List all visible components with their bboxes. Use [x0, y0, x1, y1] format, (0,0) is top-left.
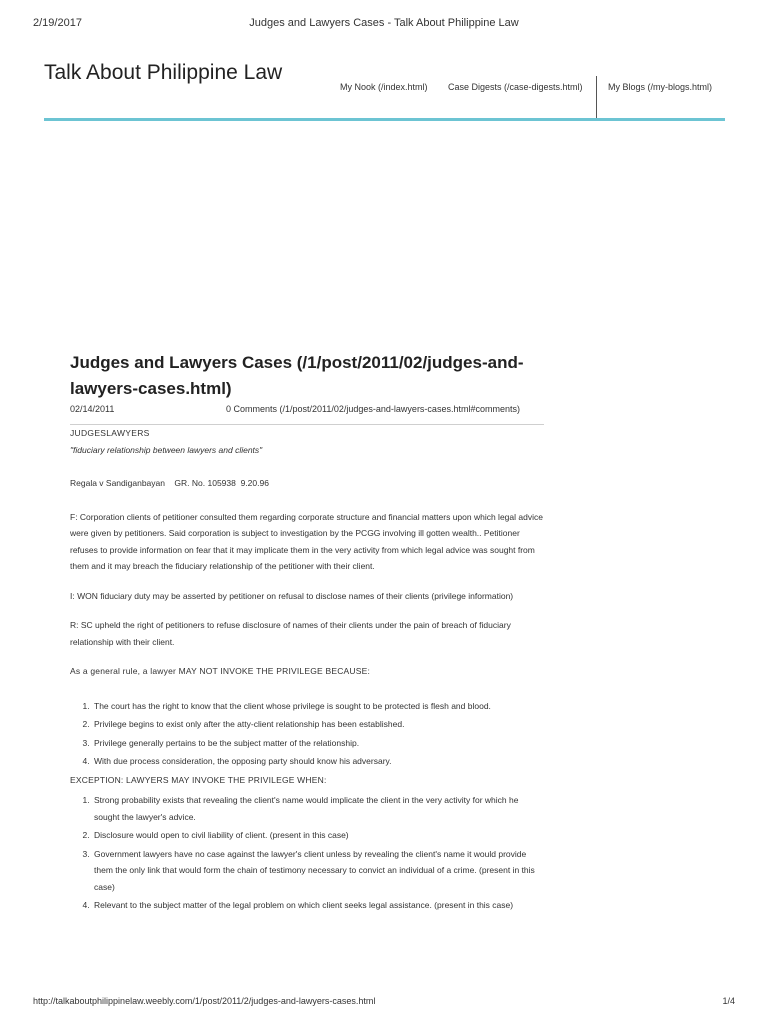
list-item: 4. Relevant to the subject matter of the legal problem on which client seeks legal assistance. (present in this case)	[92, 897, 544, 914]
nav-divider	[596, 76, 597, 118]
issue-paragraph: I: WON fiduciary duty may be asserted by petitioner on refusal to disclose names of their clients (privilege information)	[70, 590, 514, 601]
list-item: 2. Disclosure would open to civil liability of client. (present in this case)	[92, 827, 544, 844]
print-doc-title: Judges and Lawyers Cases - Talk About Philippine Law	[249, 17, 519, 29]
site-title[interactable]: Talk About Philippine Law	[44, 61, 283, 84]
exception-heading: EXCEPTION: LAWYERS MAY INVOKE THE PRIVILEGE WHEN:	[70, 774, 327, 785]
post-body	[70, 425, 544, 914]
nav-item-case-digests[interactable]: Case Digests (/case-digests.html)	[448, 82, 583, 92]
ruling-paragraph: R: SC upheld the right of petitioners to refuse disclosure of names of their clients under the pain of breach of fiduciary relationship with their client.	[70, 620, 511, 647]
reasons-list	[70, 698, 544, 770]
facts-paragraph: F: Corporation clients of petitioner consulted them regarding corporate structure and financial matters upon which legal advice were given by petitioners. Said corporation is subject to investigation by the PCGG involving ill gotten wealth.. Petitioner refuses to provide information on fear that it may implicate them in the very activity from which legal advice was sought from them and it may breach the fiduciary relationship of the petitioner with their client.	[70, 511, 543, 571]
post-quote: "fiduciary relationship between lawyers and clients"	[70, 444, 263, 455]
page-number: 1/4	[722, 996, 735, 1006]
case-reference: Regala v Sandiganbayan GR. No. 105938 9.20.96	[70, 478, 269, 488]
list-item: 2. Privilege begins to exist only after the atty-client relationship has been established.	[92, 716, 544, 733]
nav-item-my-blogs[interactable]: My Blogs (/my-blogs.html)	[608, 82, 713, 92]
list-item: 3. Government lawyers have no case against the lawyer's client unless by revealing the client's name it would provide them the only link that would form the chain of testimony necessary to convict an individual of a crime. (present in this case)	[92, 846, 544, 896]
nav-item-my-nook[interactable]: My Nook (/index.html)	[340, 82, 428, 92]
print-date: 2/19/2017	[33, 17, 82, 29]
print-url: http://talkaboutphilippinelaw.weebly.com/1/post/2011/2/judges-and-lawyers-cases.html	[33, 996, 376, 1006]
comments-link[interactable]: 0 Comments (/1/post/2011/02/judges-and-lawyers-cases.html#comments)	[226, 404, 520, 414]
post-date: 02/14/2011	[70, 404, 115, 414]
exceptions-list	[70, 792, 544, 914]
list-item: 1. The court has the right to know that the client whose privilege is sought to be protected is flesh and blood.	[92, 698, 544, 715]
header-accent-rule	[44, 118, 725, 121]
blog-post	[70, 350, 544, 916]
post-title[interactable]: Judges and Lawyers Cases (/1/post/2011/02/judges-and-lawyers-cases.html)	[70, 353, 524, 398]
list-item: 4. With due process consideration, the opposing party should know his adversary.	[92, 753, 544, 770]
post-tags: JUDGESLAWYERS	[70, 428, 150, 438]
general-rule-paragraph: As a general rule, a lawyer MAY NOT INVOKE THE PRIVILEGE BECAUSE:	[70, 666, 371, 676]
post-meta	[70, 402, 544, 420]
list-item: 3. Privilege generally pertains to be the subject matter of the relationship.	[92, 735, 544, 752]
list-item: 1. Strong probability exists that revealing the client's name would implicate the client in the very activity for which he sought the lawyer's advice.	[92, 792, 544, 825]
